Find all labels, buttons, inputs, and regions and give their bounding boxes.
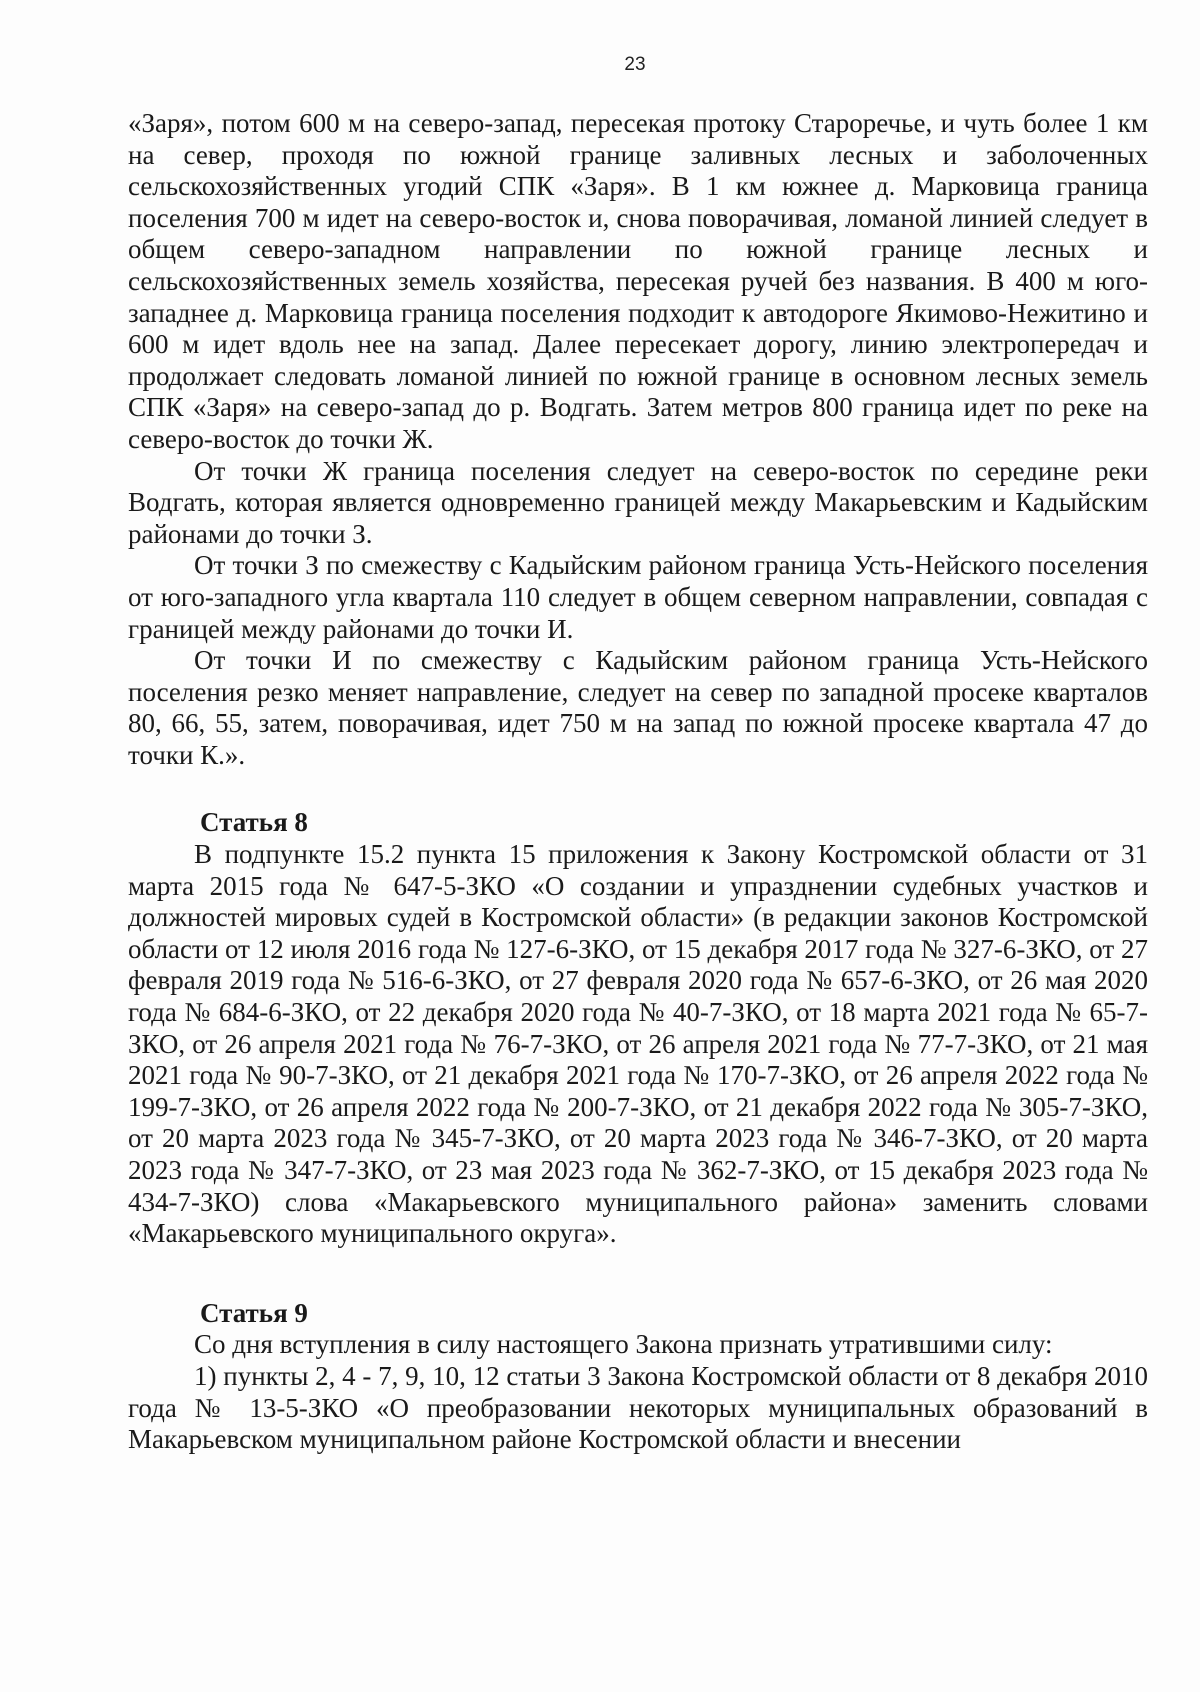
page-number: 23 [624, 54, 646, 75]
article-8-text: В подпункте 15.2 пункта 15 приложения к Закону Костромской области от 31 марта 2015 года № 647-5-ЗКО «О создании и упразднении судебных участков и должностей мировых судей в Костромской области» (в редакции законов Костромской области от 12 июля 2016 года № 127-6-ЗКО, от 15 декабря 2017 года № 327-6-ЗКО, от 27 февраля 2019 года № 516-6-ЗКО, от 27 февраля 2020 года № 657-6-ЗКО, от 26 мая 2020 года № 684-6-ЗКО, от 22 декабря 2020 года № 40-7-ЗКО, от 18 марта 2021 года № 65-7-ЗКО, от 26 апреля 2021 года № 76-7-ЗКО, от 26 апреля 2021 года № 77-7-ЗКО, от 21 мая 2021 года № 90-7-ЗКО, от 21 декабря 2021 года № 170-7-ЗКО, от 26 апреля 2022 года № 199-7-ЗКО, от 26 апреля 2022 года № 200-7-ЗКО, от 21 декабря 2022 года № 305-7-ЗКО, от 20 марта 2023 года № 345-7-ЗКО, от 20 марта 2023 года № 346-7-ЗКО, от 20 марта 2023 года № 347-7-ЗКО, от 23 мая 2023 года № 362-7-ЗКО, от 15 декабря 2023 года № 434-7-ЗКО) слова «Макарьевского муниципального района» заменить словами «Макарьевского муниципального округа». [128, 839, 1148, 1249]
paragraph-point-zh: От точки Ж граница поселения следует на северо-восток по середине реки Водгать, которая является одновременно границей между Макарьевским и Кадыйским районами до точки З. [128, 455, 1148, 549]
paragraph-point-z: От точки З по смежеству с Кадыйским районом граница Усть-Нейского поселения от юго-западного угла квартала 110 следует в общем северном направлении, совпадая с границей между районами до точки И. [128, 550, 1148, 644]
document-body [128, 108, 1148, 1456]
article-8-title: Статья 8 [200, 807, 308, 838]
article-9-intro: Со дня вступления в силу настоящего Закона признать утратившими силу: [194, 1329, 1053, 1360]
paragraph-point-i: От точки И по смежеству с Кадыйским районом граница Усть-Нейского поселения резко меняет направление, следует на север по западной просеке кварталов 80, 66, 55, затем, поворачивая, идет 750 м на запад по южной просеке квартала 47 до точки К.». [128, 645, 1148, 770]
article-9-item-1: 1) пункты 2, 4 - 7, 9, 10, 12 статьи 3 Закона Костромской области от 8 декабря 2010 года № 13-5-ЗКО «О преобразовании некоторых муниципальных образований в Макарьевском муниципальном районе Костромской области и внесении [128, 1360, 1148, 1455]
article-9-title: Статья 9 [200, 1297, 308, 1328]
paragraph-boundary-continuation: «Заря», потом 600 м на северо-запад, пересекая протоку Староречье, и чуть более 1 км на север, проходя по южной границе заливных лесных и заболоченных сельскохозяйственных угодий СПК «Заря». В 1 км южнее д. Марковица граница поселения 700 м идет на северо-восток и, снова поворачивая, ломаной линией следует в общем северо-западном направлении по южной границе лесных и сельскохозяйственных земель хозяйства, пересекая ручей без названия. В 400 м юго-западнее д. Марковица граница поселения подходит к автодороге Якимово-Нежитино и 600 м идет вдоль нее на запад. Далее пересекает дорогу, линию электропередач и продолжает следовать ломаной линией по южной границе в основном лесных земель СПК «Заря» на северо-запад до р. Водгать. Затем метров 800 граница идет по реке на северо-восток до точки Ж. [128, 108, 1148, 454]
